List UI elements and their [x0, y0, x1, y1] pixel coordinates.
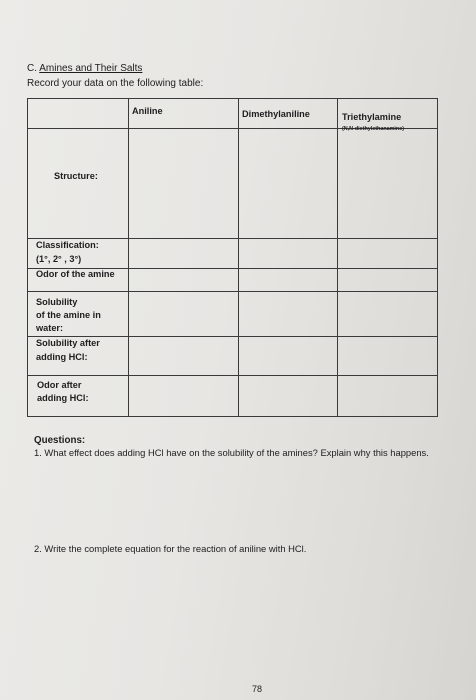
question-2: 2. Write the complete equation for the reaction of aniline with HCl. [34, 543, 307, 554]
column-header-triethylamine: Triethylamine [342, 112, 402, 122]
table-line [27, 375, 437, 376]
table-line [437, 98, 438, 417]
page-number: 78 [252, 684, 263, 694]
row-label-solubility: Solubility [36, 297, 78, 307]
table-line [27, 98, 28, 417]
table-line [128, 98, 129, 417]
section-heading [27, 63, 142, 74]
instruction-text: Record your data on the following table: [27, 78, 204, 89]
row-label-odor-hcl-2: adding HCl: [37, 393, 89, 403]
table-line [27, 291, 437, 292]
row-label-classification: Classification: [36, 240, 99, 250]
section-letter: C. [27, 63, 37, 74]
row-label-odor: Odor of the amine [36, 269, 115, 279]
column-header-dimethylaniline: Dimethylaniline [242, 109, 310, 119]
section-title: Amines and Their Salts [39, 63, 143, 74]
row-label-solubility-hcl-2: adding HCl: [36, 352, 88, 362]
row-label-structure: Structure: [54, 171, 98, 181]
row-label-solubility-hcl: Solubility after [36, 338, 100, 348]
table-line [337, 98, 338, 417]
question-1: 1. What effect does adding HCl have on the solubility of the amines? Explain why this happens. [34, 447, 429, 458]
table-line [27, 98, 437, 99]
column-header-note: (N,N-diethylethanamine) [342, 126, 404, 132]
column-header-aniline: Aniline [132, 106, 163, 116]
questions-heading: Questions: [34, 435, 86, 446]
row-label-odor-hcl: Odor after [37, 380, 82, 390]
table-line [27, 416, 437, 417]
row-label-solubility-3: water: [36, 323, 64, 333]
row-label-classification-degrees: (1°, 2° , 3°) [36, 254, 82, 264]
row-label-solubility-2: of the amine in [36, 310, 101, 320]
table-line [238, 98, 239, 417]
